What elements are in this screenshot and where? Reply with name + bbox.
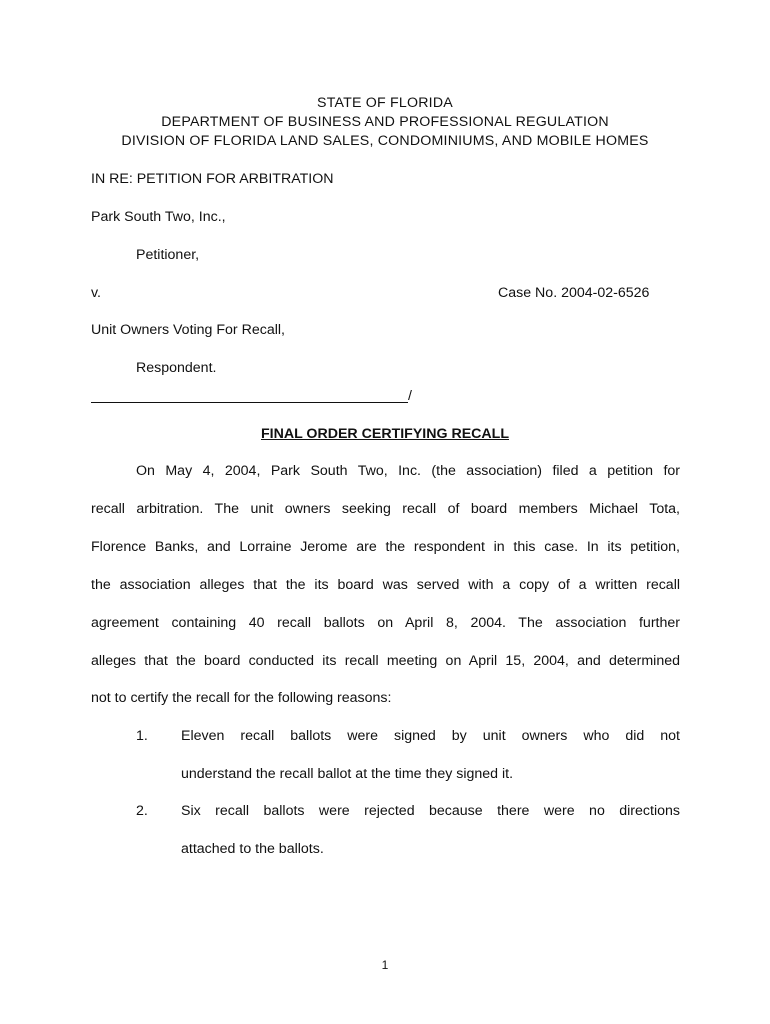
reason-text: understand the recall ballot at the time they signed it. bbox=[181, 766, 514, 782]
body-line: alleges that the board conducted its recall meeting on April 15, 2004, and determined bbox=[91, 653, 680, 669]
petitioner-role: Petitioner, bbox=[136, 247, 200, 263]
caption-in-re: IN RE: PETITION FOR ARBITRATION bbox=[91, 171, 334, 187]
reason-number: 2. bbox=[136, 803, 148, 819]
respondent-name: Unit Owners Voting For Recall, bbox=[91, 322, 285, 338]
body-line: the association alleges that the its board was served with a copy of a written recall bbox=[91, 577, 680, 593]
case-number: Case No. 2004-02-6526 bbox=[498, 285, 650, 301]
body-line: not to certify the recall for the following reasons: bbox=[91, 690, 392, 706]
caption-rule-slash: / bbox=[408, 388, 412, 404]
reason-text: Eleven recall ballots were signed by unit owners who did not bbox=[181, 728, 680, 744]
order-title: FINAL ORDER CERTIFYING RECALL bbox=[260, 426, 510, 442]
header-department: DEPARTMENT OF BUSINESS AND PROFESSIONAL REGULATION bbox=[161, 114, 609, 130]
body-line: On May 4, 2004, Park South Two, Inc. (the association) filed a petition for bbox=[136, 463, 680, 479]
body-line: agreement containing 40 recall ballots on April 8, 2004. The association further bbox=[91, 615, 680, 631]
body-line: recall arbitration. The unit owners seeking recall of board members Michael Tota, bbox=[91, 501, 680, 517]
caption-versus: v. bbox=[91, 285, 101, 301]
respondent-role: Respondent. bbox=[136, 360, 217, 376]
body-line: Florence Banks, and Lorraine Jerome are the respondent in this case. In its petition, bbox=[91, 539, 680, 555]
header-division: DIVISION OF FLORIDA LAND SALES, CONDOMINIUMS, AND MOBILE HOMES bbox=[121, 133, 649, 149]
header-state: STATE OF FLORIDA bbox=[317, 95, 453, 111]
caption-rule bbox=[91, 402, 408, 403]
page-number: 1 bbox=[381, 958, 389, 972]
reason-number: 1. bbox=[136, 728, 148, 744]
petitioner-name: Park South Two, Inc., bbox=[91, 209, 226, 225]
reason-text: attached to the ballots. bbox=[181, 841, 324, 857]
reason-text: Six recall ballots were rejected because there were no directions bbox=[181, 803, 680, 819]
